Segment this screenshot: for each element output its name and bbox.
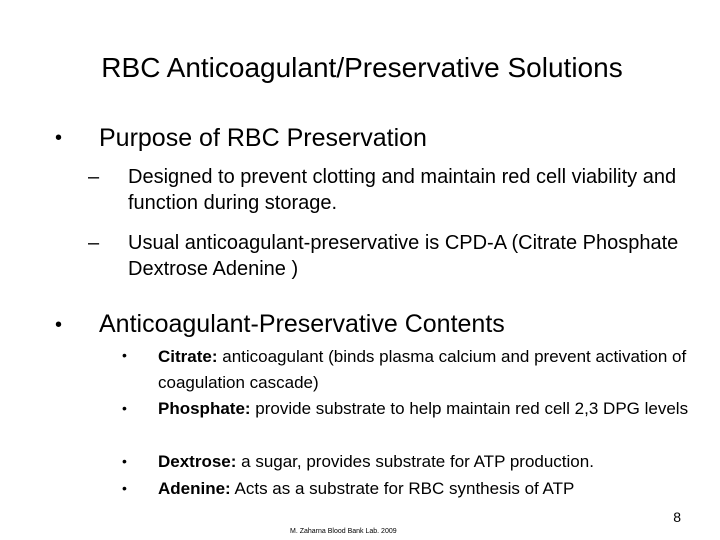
content-adenine-term: Adenine:: [158, 479, 231, 498]
content-3-bullet: •: [122, 453, 127, 469]
content-citrate-term: Citrate:: [158, 347, 218, 366]
section-1-item-1-dash: –: [88, 166, 100, 188]
section-1-bullet: •: [55, 127, 63, 149]
content-2-bullet: •: [122, 400, 127, 416]
content-phosphate: [158, 396, 698, 422]
section-1-heading: Purpose of RBC Preservation: [99, 124, 427, 152]
content-citrate-desc: anticoagulant (binds plasma calcium and prevent activation of coagulation cascade): [158, 347, 687, 392]
content-4-bullet: •: [122, 480, 127, 496]
section-1-item-2-dash: –: [88, 232, 100, 254]
section-2-bullet: •: [55, 314, 63, 336]
content-adenine-desc: Acts as a substrate for RBC synthesis of ATP: [230, 479, 575, 498]
content-1-bullet: •: [122, 347, 127, 363]
content-dextrose-desc: a sugar, provides substrate for ATP production.: [236, 452, 594, 471]
content-adenine: [158, 476, 698, 502]
content-dextrose: [158, 449, 698, 475]
content-phosphate-desc: provide substrate to help maintain red cell 2,3 DPG levels: [250, 399, 689, 418]
content-phosphate-term: Phosphate:: [158, 399, 251, 418]
slide-title: RBC Anticoagulant/Preservative Solutions: [101, 52, 623, 83]
section-1-item-2: Usual anticoagulant-preservative is CPD-A (Citrate Phosphate Dextrose Adenine ): [128, 232, 679, 280]
content-citrate: [158, 344, 698, 396]
section-1-item-1: Designed to prevent clotting and maintain red cell viability and function during storage.: [128, 166, 677, 214]
section-2-heading: Anticoagulant-Preservative Contents: [99, 310, 505, 338]
content-dextrose-term: Dextrose:: [158, 452, 237, 471]
page-number: 8: [673, 509, 681, 525]
footer-credit: M. Zaharna Blood Bank Lab. 2009: [290, 528, 397, 535]
